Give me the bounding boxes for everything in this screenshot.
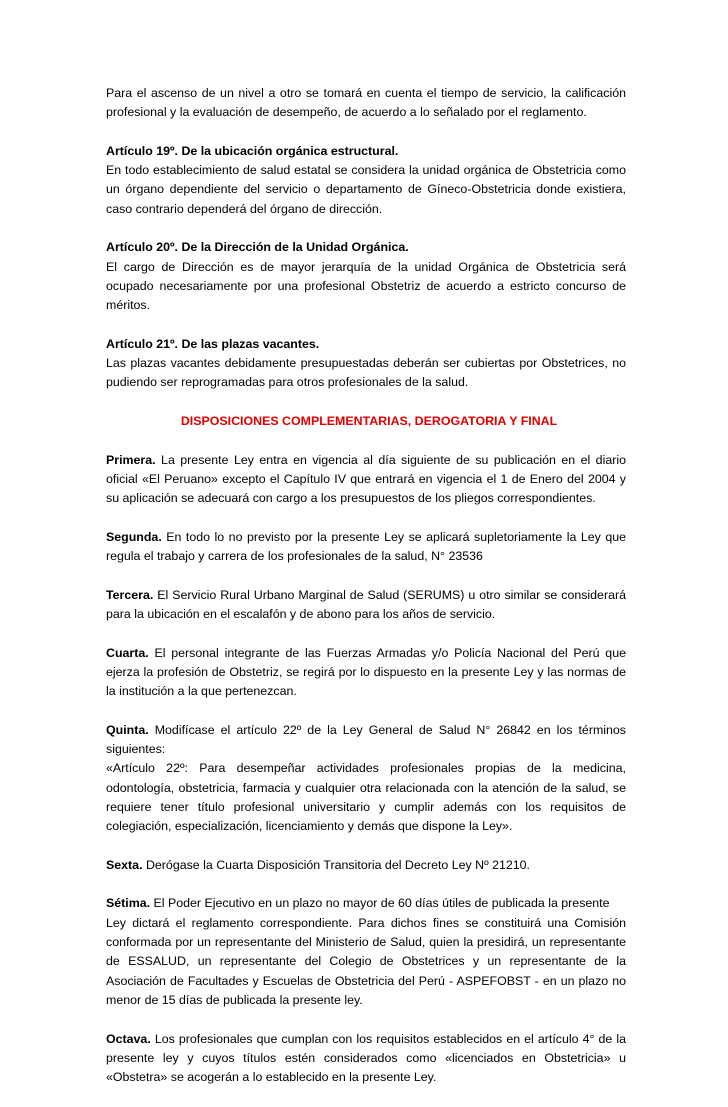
intro-paragraph [106,84,626,123]
article-heading: Artículo 19º. De la ubicación orgánica estructural. [106,143,399,158]
disposicion-text [106,856,626,875]
disposicion-body: El personal integrante de las Fuerzas Armadas y/o Policía Nacional del Perú que ejerza la profesión de Obstetriz, se regirá por lo dispuesto en la presente Ley y las normas de la institución a la que pertenezcan. [106,645,626,699]
disposicion-body: Los profesionales que cumplan con los requisitos establecidos en el artículo 4° de la presente ley y cuyos títulos estén considerados como «licenciados en Obstetricia» u «Obstetra» se acogerán a lo establecido en la presente Ley. [106,1031,626,1085]
article-heading: Artículo 20º. De la Dirección de la Unidad Orgánica. [106,240,409,255]
intro-text: Para el ascenso de un nivel a otro se tomará en cuenta el tiempo de servicio, la calificación profesional y la evaluación de desempeño, de acuerdo a lo señalado por el reglamento. [106,86,626,120]
disposicion-cuarta [106,644,626,702]
article-body: Las plazas vacantes debidamente presupuestadas deberán ser cubiertas por Obstetrices, no pudiendo ser reprogramadas para otros profesionales de la salud. [106,356,626,390]
disposicion-sexta [106,856,626,875]
disposicion-lead: Quinta. [106,722,149,737]
disposicion-text [106,586,626,625]
disposicion-lead: Octava. [106,1031,151,1046]
disposicion-body: La presente Ley entra en vigencia al día siguiente de su publicación en el diario oficial «El Peruano» excepto el Capítulo IV que entrará en vigencia el 1 de Enero del 2004 y su aplicación se adecuará con cargo a los presupuestos de los pliegos correspondientes. [106,452,626,506]
disposicion-body: El Poder Ejecutivo en un plazo no mayor de 60 días útiles de publicada la presente [150,896,610,911]
disposicion-body: El Servicio Rural Urbano Marginal de Salud (SERUMS) u otro similar se considerará para la ubicación en el escalafón y de abono para los años de servicio. [106,587,626,622]
disposicion-text [106,644,626,702]
disposicion-setima [106,894,626,1010]
disposicion-text [106,1030,626,1088]
disposicion-body: En todo lo no previsto por la presente Ley se aplicará supletoriamente la Ley que regula el trabajo y carrera de los profesionales de la salud, N° 23536 [106,529,626,564]
disposicion-quinta [106,721,626,837]
disposicion-primera [106,451,626,509]
disposicion-lead: Sexta. [106,857,143,872]
disposicion-text [106,528,626,567]
article-20 [106,238,626,315]
disposicion-lead: Cuarta. [106,645,149,660]
disposicion-body: Derógase la Cuarta Disposición Transitoria del Decreto Ley Nº 21210. [142,857,530,872]
disposicion-continuation: Ley dictará el reglamento correspondiente. Para dichos fines se constituirá una Comisión conformada por un representante del Ministerio de Salud, quien la presidirá, un representante de ESSALUD, un representante del Colegio de Obstetrices y un representante de la Asociación de Facultades y Escuelas de Obstetricia del Perú - ASPEFOBST - en un plazo no menor de 15 días de publicada la presente ley. [106,915,626,1007]
disposicion-text [106,721,626,760]
document-page [106,84,626,1107]
article-body: El cargo de Dirección es de mayor jerarquía de la unidad Orgánica de Obstetricia será ocupado necesariamente por una profesional Obstetriz de acuerdo a estricto concurso de méritos. [106,259,626,313]
disposicion-lead: Tercera. [106,587,154,602]
disposicion-text [106,894,626,913]
disposicion-lead: Primera. [106,452,156,467]
article-21 [106,335,626,393]
disposicion-segunda [106,528,626,567]
disposicion-body: Modifícase el artículo 22º de la Ley General de Salud N° 26842 en los términos siguientes: [106,722,626,757]
article-body: En todo establecimiento de salud estatal se considera la unidad orgánica de Obstetricia como un órgano dependiente del servicio o departamento de Gíneco-Obstetricia donde existiera, caso contrario dependerá del órgano de dirección. [106,163,626,216]
disposicion-tercera [106,586,626,625]
disposicion-text [106,451,626,509]
disposicion-lead: Segunda. [106,529,162,544]
article-heading: Artículo 21º. De las plazas vacantes. [106,336,320,351]
disposiciones-title: DISPOSICIONES COMPLEMENTARIAS, DEROGATORIA Y FINAL [180,414,558,429]
article-19 [106,142,626,219]
disposicion-quote: «Artículo 22º: Para desempeñar actividades profesionales propias de la medicina, odontología, obstetricia, farmacia y cualquier otra relacionada con la atención de la salud, se requiere tener título profesional universitario y cumplir además con los requisitos de colegiación, especialización, licenciamiento y demás que dispone la Ley». [106,761,626,834]
disposicion-lead: Sétima. [106,896,151,911]
disposicion-octava [106,1030,626,1088]
